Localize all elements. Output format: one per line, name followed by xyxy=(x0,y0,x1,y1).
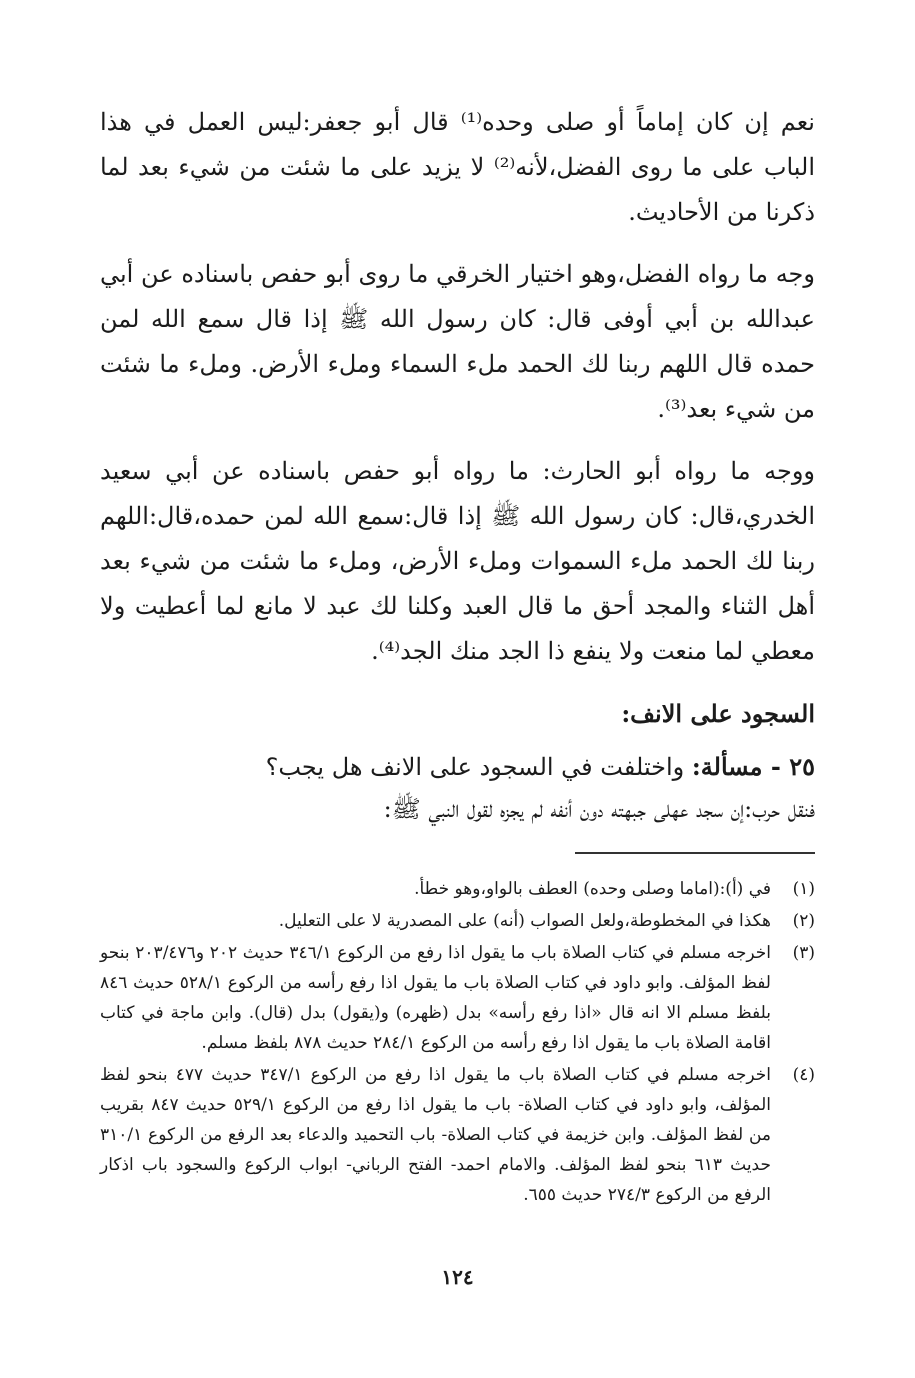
footnote-item xyxy=(100,938,815,1058)
body-paragraph-3: ووجه ما رواه أبو الحارث: ما رواه أبو حفص باسناده عن أبي سعيد الخدري،قال: كان رسول الله ﷺ إذا قال:سمع الله لمن حمده،قال:اللهم ربنا لك الحمد ملء السموات وملء الأرض، وملء ما شئت من شيء بعد أهل الثناء والمجد أحق ما قال العبد وكلنا لك عبد لا مانع لما أعطيت ولا معطي لما منعت ولا ينفع ذا الجد منك الجد⁽⁴⁾. xyxy=(100,457,815,665)
footnote-text: هكذا في المخطوطة،ولعل الصواب (أنه) على المصدرية لا على التعليل. xyxy=(278,911,771,931)
footnote-item xyxy=(100,906,815,936)
footnote-text: اخرجه مسلم في كتاب الصلاة باب ما يقول اذا رفع من الركوع ٣٤٧/١ حديث ٤٧٧ بنحو لفظ المؤلف، وابو داود في كتاب الصلاة- باب ما يقول اذا رفع من الركوع ٥٢٩/١ حديث ٨٤٧ بقريب من لفظ المؤلف. وابن خزيمة في كتاب الصلاة- باب التحميد والدعاء بعد الرفع من الركوع ٣١٠/١ حديث ٦١٣ بنحو لفظ المؤلف. والامام احمد- الفتح الرباني- ابواب الركوع والسجود باب اذكار الرفع من الركوع ٢٧٤/٣ حديث ٦٥٥. xyxy=(100,1065,772,1205)
footnote-text: اخرجه مسلم في كتاب الصلاة باب ما يقول اذا رفع من الركوع ٣٤٦/١ حديث ٢٠٢ و٢٠٣/٤٧٦ بنحو لفظ المؤلف. وابو داود في كتاب الصلاة باب ما يقول اذا رفع رأسه من الركوع ٥٢٨/١ حديث ٨٤٦ بلفظ مسلم الا انه قال «اذا رفع رأسه» بدل (ظهره) و(يقول) بدل (قال). وابن ماجة في كتاب اقامة الصلاة باب ما يقول اذا رفع رأسه من الركوع ٢٨٤/١ حديث ٨٧٨ بلفظ مسلم. xyxy=(100,943,771,1053)
footnote-list xyxy=(100,874,815,1210)
footnote-number: (١) xyxy=(792,879,815,899)
question-text: واختلفت في السجود على الانف هل يجب؟ xyxy=(265,753,685,781)
question-answer: فنقل حرب:إن سجد عهلى جبهته دون أنفه لم يجزه لقول النبي ﷺ: xyxy=(383,795,815,823)
footnote-divider xyxy=(575,852,815,854)
footnote-number: (٢) xyxy=(792,911,815,931)
page-body xyxy=(100,100,815,1212)
footnote-number: (٣) xyxy=(792,943,815,963)
footnote-number: (٤) xyxy=(792,1065,815,1085)
page-number: ١٢٤ xyxy=(441,1265,474,1289)
body-paragraph-1: نعم إن كان إماماً أو صلى وحده⁽¹⁾ قال أبو جعفر:ليس العمل في هذا الباب على ما روى الفضل،لأنه⁽²⁾ لا يزيد على ما شئت من شيء بعد لما ذكرنا من الأحاديث. xyxy=(100,108,815,226)
question-line xyxy=(100,746,815,788)
footnote-item xyxy=(100,874,815,904)
body-paragraph-2: وجه ما رواه الفضل،وهو اختيار الخرقي ما روى أبو حفص باسناده عن أبي عبدالله بن أبي أوفى قال: كان رسول الله ﷺ إذا قال سمع الله لمن حمده قال اللهم ربنا لك الحمد ملء السماء وملء الأرض. وملء ما شئت من شيء بعد⁽³⁾. xyxy=(100,260,815,423)
footnote-text: في (أ):(اماما وصلى وحده) العطف بالواو،وهو خطأ. xyxy=(414,879,771,899)
question-number: ٢٥ - مسألة: xyxy=(691,752,815,781)
footnote-item xyxy=(100,1060,815,1210)
section-heading: السجود على الانف: xyxy=(621,699,815,728)
